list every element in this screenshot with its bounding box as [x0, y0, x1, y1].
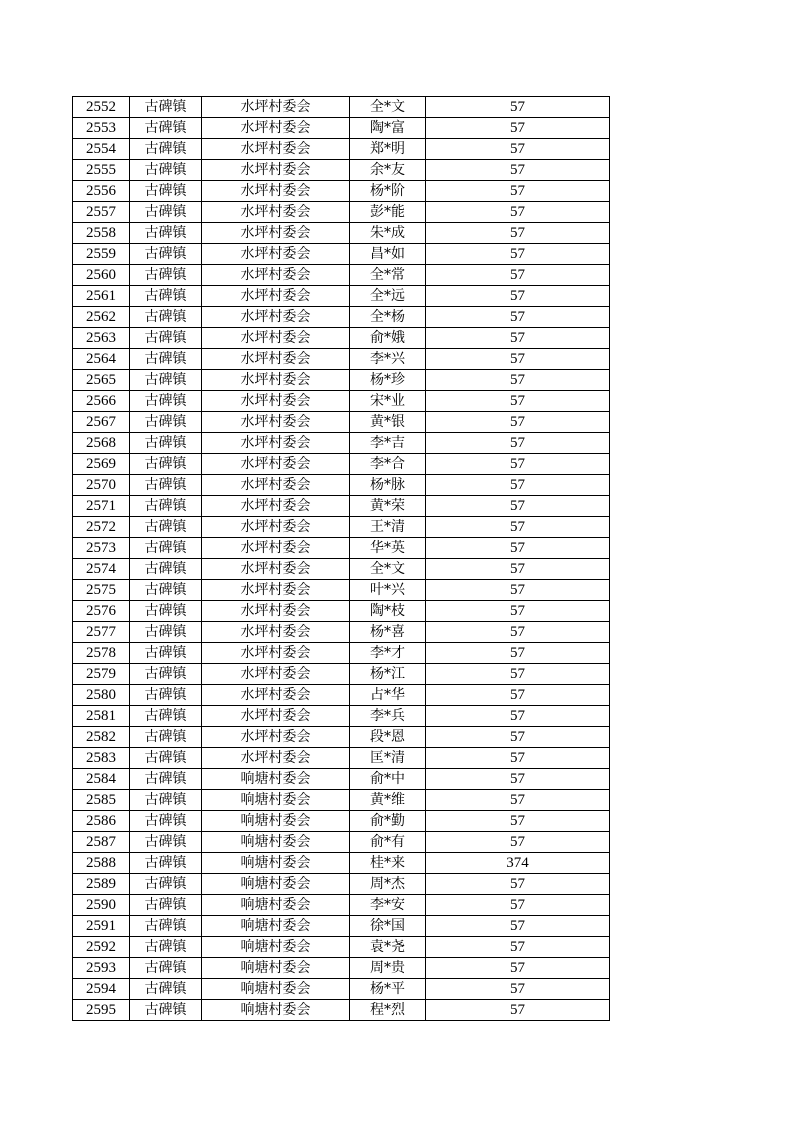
cell-town: 古碑镇: [130, 643, 202, 664]
cell-village: 水坪村委会: [202, 328, 350, 349]
cell-village: 水坪村委会: [202, 307, 350, 328]
table-row: [73, 706, 610, 727]
cell-town: 古碑镇: [130, 118, 202, 139]
cell-town: 古碑镇: [130, 853, 202, 874]
table-row: [73, 349, 610, 370]
cell-town: 古碑镇: [130, 538, 202, 559]
cell-number: 2561: [73, 286, 130, 307]
cell-name: 全*文: [350, 559, 426, 580]
cell-town: 古碑镇: [130, 454, 202, 475]
cell-village: 响塘村委会: [202, 895, 350, 916]
cell-amount: 57: [426, 748, 610, 769]
cell-amount: 57: [426, 1000, 610, 1021]
cell-number: 2593: [73, 958, 130, 979]
cell-number: 2554: [73, 139, 130, 160]
cell-number: 2580: [73, 685, 130, 706]
cell-name: 杨*平: [350, 979, 426, 1000]
cell-name: 全*远: [350, 286, 426, 307]
table-row: [73, 202, 610, 223]
table-row: [73, 223, 610, 244]
table-row: [73, 580, 610, 601]
cell-name: 宋*业: [350, 391, 426, 412]
cell-name: 俞*有: [350, 832, 426, 853]
cell-amount: 57: [426, 433, 610, 454]
cell-name: 杨*脉: [350, 475, 426, 496]
cell-number: 2567: [73, 412, 130, 433]
cell-number: 2589: [73, 874, 130, 895]
cell-amount: 57: [426, 979, 610, 1000]
cell-number: 2565: [73, 370, 130, 391]
cell-village: 水坪村委会: [202, 202, 350, 223]
cell-name: 李*安: [350, 895, 426, 916]
cell-name: 李*吉: [350, 433, 426, 454]
cell-town: 古碑镇: [130, 874, 202, 895]
table-row: [73, 454, 610, 475]
cell-amount: 57: [426, 202, 610, 223]
table-row: [73, 97, 610, 118]
cell-name: 匡*清: [350, 748, 426, 769]
cell-village: 水坪村委会: [202, 748, 350, 769]
cell-town: 古碑镇: [130, 223, 202, 244]
cell-village: 水坪村委会: [202, 118, 350, 139]
cell-number: 2582: [73, 727, 130, 748]
cell-number: 2591: [73, 916, 130, 937]
cell-town: 古碑镇: [130, 748, 202, 769]
cell-name: 李*兵: [350, 706, 426, 727]
cell-village: 水坪村委会: [202, 349, 350, 370]
cell-name: 昌*如: [350, 244, 426, 265]
cell-name: 俞*中: [350, 769, 426, 790]
cell-town: 古碑镇: [130, 97, 202, 118]
cell-number: 2564: [73, 349, 130, 370]
cell-amount: 57: [426, 895, 610, 916]
cell-amount: 57: [426, 97, 610, 118]
cell-town: 古碑镇: [130, 286, 202, 307]
cell-village: 水坪村委会: [202, 223, 350, 244]
cell-village: 水坪村委会: [202, 664, 350, 685]
cell-amount: 57: [426, 181, 610, 202]
cell-town: 古碑镇: [130, 160, 202, 181]
table-body: [73, 97, 610, 1021]
cell-town: 古碑镇: [130, 517, 202, 538]
cell-amount: 374: [426, 853, 610, 874]
cell-number: 2553: [73, 118, 130, 139]
cell-village: 水坪村委会: [202, 412, 350, 433]
cell-name: 俞*娥: [350, 328, 426, 349]
table-row: [73, 958, 610, 979]
cell-name: 徐*国: [350, 916, 426, 937]
cell-name: 王*清: [350, 517, 426, 538]
cell-name: 黄*银: [350, 412, 426, 433]
cell-number: 2560: [73, 265, 130, 286]
cell-town: 古碑镇: [130, 328, 202, 349]
cell-amount: 57: [426, 286, 610, 307]
cell-village: 响塘村委会: [202, 916, 350, 937]
cell-name: 桂*来: [350, 853, 426, 874]
cell-town: 古碑镇: [130, 916, 202, 937]
cell-amount: 57: [426, 160, 610, 181]
cell-village: 水坪村委会: [202, 559, 350, 580]
cell-name: 周*杰: [350, 874, 426, 895]
cell-amount: 57: [426, 139, 610, 160]
cell-village: 水坪村委会: [202, 370, 350, 391]
cell-number: 2584: [73, 769, 130, 790]
cell-town: 古碑镇: [130, 475, 202, 496]
cell-name: 俞*勤: [350, 811, 426, 832]
cell-town: 古碑镇: [130, 202, 202, 223]
cell-town: 古碑镇: [130, 370, 202, 391]
cell-town: 古碑镇: [130, 790, 202, 811]
data-table: [72, 96, 610, 1021]
table-row: [73, 601, 610, 622]
cell-name: 郑*明: [350, 139, 426, 160]
cell-name: 黄*维: [350, 790, 426, 811]
cell-number: 2569: [73, 454, 130, 475]
cell-amount: 57: [426, 307, 610, 328]
cell-village: 水坪村委会: [202, 475, 350, 496]
cell-village: 水坪村委会: [202, 643, 350, 664]
cell-number: 2581: [73, 706, 130, 727]
cell-town: 古碑镇: [130, 496, 202, 517]
cell-town: 古碑镇: [130, 139, 202, 160]
cell-town: 古碑镇: [130, 979, 202, 1000]
table-row: [73, 559, 610, 580]
table-row: [73, 517, 610, 538]
table-row: [73, 748, 610, 769]
cell-village: 水坪村委会: [202, 538, 350, 559]
cell-number: 2558: [73, 223, 130, 244]
table-row: [73, 1000, 610, 1021]
cell-village: 水坪村委会: [202, 685, 350, 706]
cell-village: 响塘村委会: [202, 811, 350, 832]
cell-name: 杨*江: [350, 664, 426, 685]
cell-amount: 57: [426, 412, 610, 433]
table-row: [73, 160, 610, 181]
table-row: [73, 496, 610, 517]
table-row: [73, 643, 610, 664]
cell-name: 朱*成: [350, 223, 426, 244]
table-row: [73, 937, 610, 958]
cell-number: 2572: [73, 517, 130, 538]
cell-name: 陶*枝: [350, 601, 426, 622]
cell-number: 2577: [73, 622, 130, 643]
cell-number: 2568: [73, 433, 130, 454]
cell-number: 2559: [73, 244, 130, 265]
cell-number: 2578: [73, 643, 130, 664]
cell-amount: 57: [426, 727, 610, 748]
cell-amount: 57: [426, 118, 610, 139]
cell-number: 2556: [73, 181, 130, 202]
cell-amount: 57: [426, 916, 610, 937]
table-row: [73, 139, 610, 160]
cell-number: 2586: [73, 811, 130, 832]
cell-name: 杨*喜: [350, 622, 426, 643]
cell-name: 周*贵: [350, 958, 426, 979]
table-row: [73, 790, 610, 811]
cell-name: 陶*富: [350, 118, 426, 139]
cell-village: 水坪村委会: [202, 181, 350, 202]
cell-name: 全*杨: [350, 307, 426, 328]
cell-number: 2587: [73, 832, 130, 853]
cell-town: 古碑镇: [130, 937, 202, 958]
cell-amount: 57: [426, 580, 610, 601]
cell-number: 2566: [73, 391, 130, 412]
cell-name: 黄*荣: [350, 496, 426, 517]
cell-village: 水坪村委会: [202, 727, 350, 748]
cell-village: 响塘村委会: [202, 790, 350, 811]
cell-name: 段*恩: [350, 727, 426, 748]
cell-village: 响塘村委会: [202, 853, 350, 874]
cell-amount: 57: [426, 937, 610, 958]
cell-number: 2594: [73, 979, 130, 1000]
cell-village: 水坪村委会: [202, 139, 350, 160]
cell-name: 袁*尧: [350, 937, 426, 958]
cell-number: 2592: [73, 937, 130, 958]
cell-town: 古碑镇: [130, 622, 202, 643]
table-row: [73, 475, 610, 496]
cell-number: 2563: [73, 328, 130, 349]
table-row: [73, 433, 610, 454]
table-row: [73, 307, 610, 328]
cell-village: 响塘村委会: [202, 874, 350, 895]
cell-town: 古碑镇: [130, 601, 202, 622]
cell-number: 2583: [73, 748, 130, 769]
cell-amount: 57: [426, 391, 610, 412]
cell-number: 2576: [73, 601, 130, 622]
cell-village: 水坪村委会: [202, 622, 350, 643]
cell-number: 2562: [73, 307, 130, 328]
cell-amount: 57: [426, 538, 610, 559]
table-row: [73, 538, 610, 559]
cell-name: 彭*能: [350, 202, 426, 223]
cell-name: 杨*阶: [350, 181, 426, 202]
cell-number: 2557: [73, 202, 130, 223]
cell-town: 古碑镇: [130, 559, 202, 580]
cell-amount: 57: [426, 706, 610, 727]
table-row: [73, 664, 610, 685]
cell-amount: 57: [426, 475, 610, 496]
cell-name: 杨*珍: [350, 370, 426, 391]
table-row: [73, 685, 610, 706]
cell-name: 李*兴: [350, 349, 426, 370]
table-row: [73, 181, 610, 202]
table-row: [73, 769, 610, 790]
cell-amount: 57: [426, 349, 610, 370]
cell-number: 2570: [73, 475, 130, 496]
cell-town: 古碑镇: [130, 769, 202, 790]
cell-village: 水坪村委会: [202, 433, 350, 454]
cell-village: 水坪村委会: [202, 580, 350, 601]
table-row: [73, 622, 610, 643]
cell-amount: 57: [426, 685, 610, 706]
cell-amount: 57: [426, 370, 610, 391]
cell-amount: 57: [426, 832, 610, 853]
table-row: [73, 832, 610, 853]
cell-name: 李*才: [350, 643, 426, 664]
table-row: [73, 916, 610, 937]
cell-name: 全*常: [350, 265, 426, 286]
cell-town: 古碑镇: [130, 412, 202, 433]
cell-village: 水坪村委会: [202, 265, 350, 286]
cell-town: 古碑镇: [130, 433, 202, 454]
cell-village: 水坪村委会: [202, 286, 350, 307]
cell-town: 古碑镇: [130, 1000, 202, 1021]
cell-town: 古碑镇: [130, 832, 202, 853]
cell-village: 水坪村委会: [202, 160, 350, 181]
cell-amount: 57: [426, 790, 610, 811]
cell-village: 水坪村委会: [202, 517, 350, 538]
cell-amount: 57: [426, 622, 610, 643]
cell-number: 2574: [73, 559, 130, 580]
cell-village: 水坪村委会: [202, 601, 350, 622]
cell-town: 古碑镇: [130, 685, 202, 706]
table-row: [73, 874, 610, 895]
cell-village: 响塘村委会: [202, 979, 350, 1000]
cell-town: 古碑镇: [130, 181, 202, 202]
table-row: [73, 391, 610, 412]
cell-name: 程*烈: [350, 1000, 426, 1021]
cell-name: 占*华: [350, 685, 426, 706]
cell-name: 叶*兴: [350, 580, 426, 601]
cell-number: 2571: [73, 496, 130, 517]
cell-number: 2590: [73, 895, 130, 916]
table-row: [73, 370, 610, 391]
cell-amount: 57: [426, 664, 610, 685]
cell-number: 2588: [73, 853, 130, 874]
cell-town: 古碑镇: [130, 580, 202, 601]
cell-name: 全*文: [350, 97, 426, 118]
cell-name: 李*合: [350, 454, 426, 475]
cell-town: 古碑镇: [130, 727, 202, 748]
table-row: [73, 286, 610, 307]
cell-amount: 57: [426, 643, 610, 664]
cell-village: 响塘村委会: [202, 1000, 350, 1021]
cell-town: 古碑镇: [130, 664, 202, 685]
cell-town: 古碑镇: [130, 349, 202, 370]
cell-town: 古碑镇: [130, 244, 202, 265]
cell-number: 2573: [73, 538, 130, 559]
cell-village: 水坪村委会: [202, 244, 350, 265]
cell-village: 水坪村委会: [202, 454, 350, 475]
cell-village: 响塘村委会: [202, 769, 350, 790]
table-row: [73, 265, 610, 286]
cell-amount: 57: [426, 454, 610, 475]
cell-village: 水坪村委会: [202, 496, 350, 517]
cell-number: 2585: [73, 790, 130, 811]
cell-number: 2575: [73, 580, 130, 601]
cell-number: 2595: [73, 1000, 130, 1021]
cell-amount: 57: [426, 769, 610, 790]
cell-amount: 57: [426, 496, 610, 517]
table-row: [73, 412, 610, 433]
cell-number: 2555: [73, 160, 130, 181]
table-row: [73, 727, 610, 748]
cell-amount: 57: [426, 874, 610, 895]
table-row: [73, 118, 610, 139]
cell-amount: 57: [426, 559, 610, 580]
cell-town: 古碑镇: [130, 958, 202, 979]
cell-village: 水坪村委会: [202, 391, 350, 412]
cell-village: 水坪村委会: [202, 706, 350, 727]
cell-name: 华*英: [350, 538, 426, 559]
table-row: [73, 811, 610, 832]
cell-town: 古碑镇: [130, 895, 202, 916]
cell-amount: 57: [426, 517, 610, 538]
table-row: [73, 853, 610, 874]
cell-town: 古碑镇: [130, 811, 202, 832]
cell-amount: 57: [426, 811, 610, 832]
cell-town: 古碑镇: [130, 265, 202, 286]
cell-amount: 57: [426, 601, 610, 622]
cell-town: 古碑镇: [130, 391, 202, 412]
cell-amount: 57: [426, 223, 610, 244]
table-row: [73, 328, 610, 349]
cell-village: 响塘村委会: [202, 937, 350, 958]
cell-village: 响塘村委会: [202, 958, 350, 979]
cell-amount: 57: [426, 244, 610, 265]
cell-village: 响塘村委会: [202, 832, 350, 853]
table-row: [73, 244, 610, 265]
cell-name: 余*友: [350, 160, 426, 181]
cell-town: 古碑镇: [130, 307, 202, 328]
cell-town: 古碑镇: [130, 706, 202, 727]
cell-village: 水坪村委会: [202, 97, 350, 118]
cell-number: 2579: [73, 664, 130, 685]
cell-amount: 57: [426, 958, 610, 979]
cell-amount: 57: [426, 328, 610, 349]
table-row: [73, 979, 610, 1000]
cell-amount: 57: [426, 265, 610, 286]
table-row: [73, 895, 610, 916]
cell-number: 2552: [73, 97, 130, 118]
